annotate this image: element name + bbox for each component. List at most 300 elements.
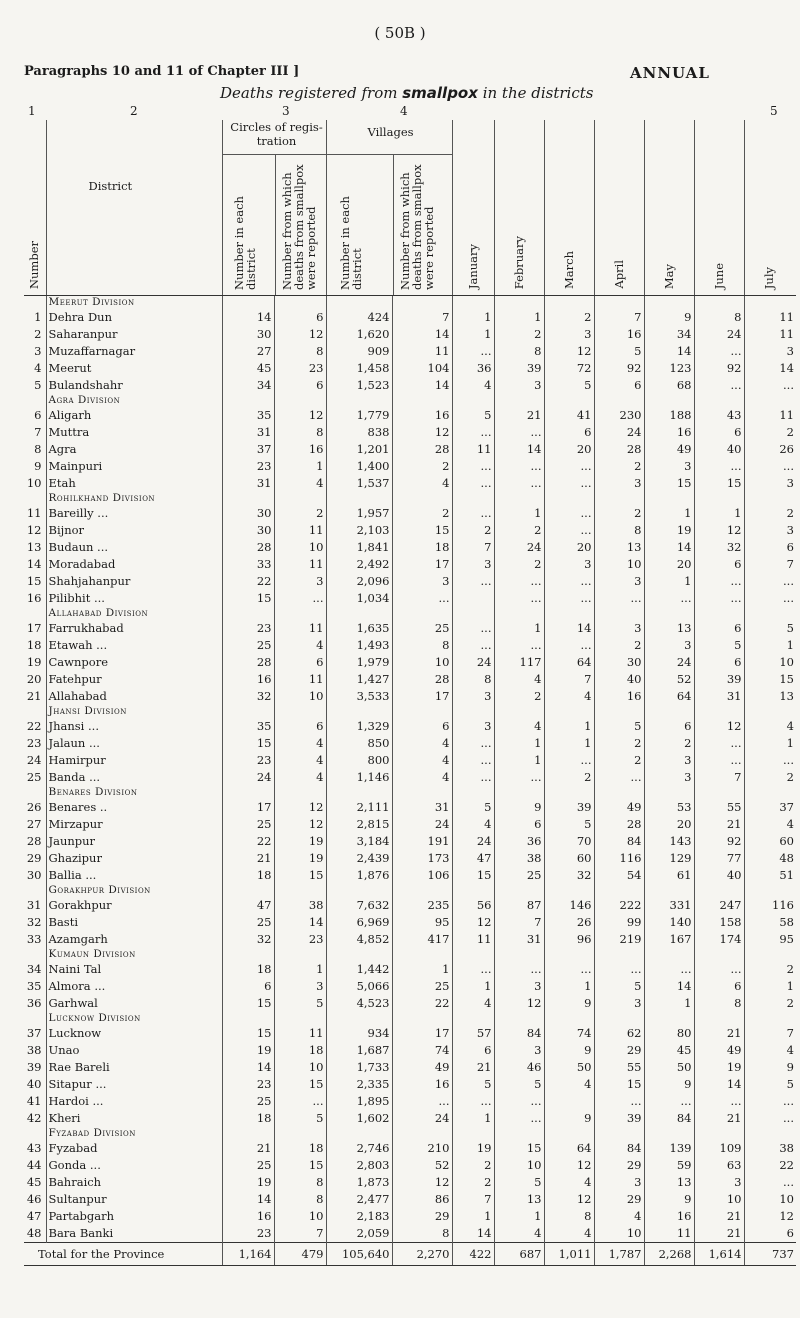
month-value: 16 [594, 326, 644, 343]
row-number: 31 [26, 898, 42, 912]
total-row [24, 1243, 796, 1266]
month-value: 6 [744, 1225, 796, 1243]
circles-in-district: 34 [222, 377, 274, 394]
empty-cell [494, 1012, 544, 1025]
month-value: 2 [494, 688, 544, 705]
header-february: February [511, 235, 526, 289]
empty-cell [452, 948, 494, 961]
division-title: Meerut Division [46, 296, 222, 310]
empty-cell [744, 394, 796, 407]
month-value: 2 [544, 309, 594, 326]
row-number: 29 [26, 851, 42, 865]
month-value: ... [744, 590, 796, 607]
month-value: 87 [494, 897, 544, 914]
division-title: Allahabad Division [46, 607, 222, 620]
month-value: 6 [594, 377, 644, 394]
row-number: 24 [26, 753, 42, 767]
empty-cell [274, 705, 326, 718]
villages-in-district: 800 [326, 752, 392, 769]
month-value: ... [544, 637, 594, 654]
district-name: Jalaun ... [46, 735, 222, 752]
villages-in-district: 1,458 [326, 360, 392, 377]
villages-reported: 24 [392, 816, 452, 833]
month-value: 6 [494, 816, 544, 833]
table-row [24, 654, 796, 671]
villages-in-district: 1,873 [326, 1174, 392, 1191]
table-row [24, 556, 796, 573]
division-title: Agra Division [46, 394, 222, 407]
empty-cell [392, 884, 452, 897]
month-value: 64 [644, 688, 694, 705]
table-row [24, 590, 796, 607]
header-january: January [465, 243, 480, 289]
circles-reported: 11 [274, 556, 326, 573]
month-value: 14 [694, 1076, 744, 1093]
spacer-cell [24, 786, 46, 799]
month-value: 4 [494, 671, 544, 688]
circles-in-district: 14 [222, 1059, 274, 1076]
circles-in-district: 35 [222, 407, 274, 424]
row-number: 8 [34, 442, 42, 456]
circles-reported: 23 [274, 360, 326, 377]
month-value: 219 [594, 931, 644, 948]
month-value: ... [544, 475, 594, 492]
month-value: 56 [452, 897, 494, 914]
circles-reported: 11 [274, 671, 326, 688]
villages-reported: ... [392, 590, 452, 607]
header-villages-reported: Number from which deaths from smallpox were reported [397, 164, 436, 290]
month-value: 3 [644, 458, 694, 475]
row-number: 6 [34, 408, 42, 422]
district-name: Lucknow [46, 1025, 222, 1042]
empty-cell [222, 705, 274, 718]
villages-reported: 173 [392, 850, 452, 867]
month-value: 116 [744, 897, 796, 914]
month-value: 2 [452, 1157, 494, 1174]
month-value: 11 [744, 326, 796, 343]
table-row [24, 735, 796, 752]
row-number: 39 [26, 1060, 42, 1074]
district-name: Agra [46, 441, 222, 458]
empty-cell [744, 607, 796, 620]
villages-in-district: 1,329 [326, 718, 392, 735]
empty-cell [694, 394, 744, 407]
circles-reported: 11 [274, 522, 326, 539]
month-value: 14 [744, 360, 796, 377]
month-value: 3 [694, 1174, 744, 1191]
villages-reported: 235 [392, 897, 452, 914]
circles-in-district: 22 [222, 573, 274, 590]
month-value: 7 [544, 671, 594, 688]
district-name: Bara Banki [46, 1225, 222, 1243]
total-circles: 1,164 [222, 1243, 274, 1266]
district-name: Bareilly ... [46, 505, 222, 522]
month-value: 7 [744, 1025, 796, 1042]
month-value: 4 [744, 718, 796, 735]
month-value: 12 [744, 1208, 796, 1225]
empty-cell [326, 1012, 392, 1025]
villages-in-district: 2,096 [326, 573, 392, 590]
table-row [24, 441, 796, 458]
month-value: 74 [544, 1025, 594, 1042]
table-row [24, 718, 796, 735]
villages-in-district: 1,841 [326, 539, 392, 556]
villages-reported: 8 [392, 637, 452, 654]
circles-in-district: 23 [222, 620, 274, 637]
empty-cell [694, 607, 744, 620]
district-name: Meerut [46, 360, 222, 377]
district-name: Jhansi ... [46, 718, 222, 735]
month-value: 36 [494, 833, 544, 850]
division-header [24, 492, 796, 505]
district-name: Rae Bareli [46, 1059, 222, 1076]
table-row [24, 978, 796, 995]
month-value: 2 [644, 735, 694, 752]
month-value: 1 [644, 995, 694, 1012]
month-value: 40 [594, 671, 644, 688]
month-value: ... [452, 475, 494, 492]
row-number: 1 [34, 310, 42, 324]
month-value: 139 [644, 1140, 694, 1157]
title-disease: smallpox [402, 84, 478, 102]
month-value: 36 [452, 360, 494, 377]
column-number-5: 5 [770, 104, 778, 118]
villages-in-district: 1,146 [326, 769, 392, 786]
month-value: 3 [494, 1042, 544, 1059]
month-value: 3 [594, 995, 644, 1012]
month-value: 47 [452, 850, 494, 867]
circles-reported: ... [274, 1093, 326, 1110]
villages-in-district: 1,979 [326, 654, 392, 671]
empty-cell [694, 1012, 744, 1025]
month-value: ... [694, 1093, 744, 1110]
circles-in-district: 23 [222, 752, 274, 769]
villages-reported: 10 [392, 654, 452, 671]
table-row [24, 1174, 796, 1191]
month-value: 2 [744, 961, 796, 978]
month-value: 12 [694, 522, 744, 539]
month-value: 20 [644, 816, 694, 833]
month-value: 26 [744, 441, 796, 458]
table-row [24, 752, 796, 769]
empty-cell [494, 296, 544, 310]
month-value: 4 [594, 1208, 644, 1225]
month-value: 5 [544, 377, 594, 394]
empty-cell [544, 1012, 594, 1025]
month-value: 8 [594, 522, 644, 539]
month-value: 43 [694, 407, 744, 424]
month-value: 11 [452, 441, 494, 458]
circles-reported: 6 [274, 654, 326, 671]
month-value: 2 [494, 326, 544, 343]
empty-cell [494, 492, 544, 505]
villages-in-district: 934 [326, 1025, 392, 1042]
table-row [24, 458, 796, 475]
table-row [24, 769, 796, 786]
month-value: 39 [544, 799, 594, 816]
month-value: 1 [644, 573, 694, 590]
month-value: 22 [744, 1157, 796, 1174]
empty-cell [392, 1012, 452, 1025]
month-value: 15 [494, 1140, 544, 1157]
circles-in-district: 6 [222, 978, 274, 995]
empty-cell [326, 607, 392, 620]
empty-cell [744, 948, 796, 961]
header-circles-reported: Number from which deaths from smallpox were reported [279, 164, 318, 290]
month-value: 70 [544, 833, 594, 850]
villages-reported: ... [392, 1093, 452, 1110]
district-name: Saharanpur [46, 326, 222, 343]
division-title: Kumaun Division [46, 948, 222, 961]
row-number: 19 [26, 655, 42, 669]
empty-cell [392, 948, 452, 961]
month-value: 2 [744, 769, 796, 786]
empty-cell [544, 786, 594, 799]
column-number-1: 1 [28, 104, 36, 118]
district-name: Allahabad [46, 688, 222, 705]
month-value: 1 [494, 505, 544, 522]
villages-reported: 49 [392, 1059, 452, 1076]
month-value: 21 [694, 1025, 744, 1042]
month-value: ... [694, 590, 744, 607]
month-value: 2 [544, 769, 594, 786]
empty-cell [222, 296, 274, 310]
circles-in-district: 23 [222, 1225, 274, 1243]
row-number: 43 [26, 1141, 42, 1155]
empty-cell [274, 1012, 326, 1025]
month-value: ... [452, 637, 494, 654]
month-value: 3 [644, 752, 694, 769]
month-value: ... [694, 573, 744, 590]
circles-in-district: 37 [222, 441, 274, 458]
empty-cell [222, 1012, 274, 1025]
month-value: 129 [644, 850, 694, 867]
district-name: Basti [46, 914, 222, 931]
month-value: 146 [544, 897, 594, 914]
table-row [24, 1025, 796, 1042]
table-row [24, 377, 796, 394]
month-value: 4 [452, 377, 494, 394]
district-name: Ballia ... [46, 867, 222, 884]
row-number: 42 [26, 1111, 42, 1125]
month-value: 1 [544, 978, 594, 995]
district-name: Etah [46, 475, 222, 492]
month-value: 1 [644, 505, 694, 522]
month-value: 3 [494, 978, 544, 995]
villages-in-district: 1,442 [326, 961, 392, 978]
district-name: Muzaffarnagar [46, 343, 222, 360]
circles-reported: 12 [274, 799, 326, 816]
month-value: 5 [744, 620, 796, 637]
month-value: 15 [644, 475, 694, 492]
district-name: Cawnpore [46, 654, 222, 671]
row-number: 34 [26, 962, 42, 976]
villages-in-district: 4,523 [326, 995, 392, 1012]
table-row [24, 1191, 796, 1208]
month-value: 21 [494, 407, 544, 424]
month-value: 1 [452, 1110, 494, 1127]
spacer-cell [24, 1012, 46, 1025]
empty-cell [494, 1127, 544, 1140]
header-number: Number [27, 240, 41, 289]
district-name: Bahraich [46, 1174, 222, 1191]
month-value: 5 [594, 718, 644, 735]
villages-reported: 31 [392, 799, 452, 816]
month-value: 10 [744, 654, 796, 671]
division-header [24, 786, 796, 799]
month-value: 9 [744, 1059, 796, 1076]
month-value: 24 [594, 424, 644, 441]
month-value: 3 [452, 688, 494, 705]
villages-reported: 12 [392, 424, 452, 441]
row-number: 35 [26, 979, 42, 993]
villages-in-district: 3,184 [326, 833, 392, 850]
empty-cell [326, 394, 392, 407]
month-value: 6 [744, 539, 796, 556]
month-value: ... [494, 769, 544, 786]
month-value: 24 [644, 654, 694, 671]
month-value: 5 [594, 343, 644, 360]
month-value: ... [494, 458, 544, 475]
total-month-value: 1,787 [594, 1243, 644, 1266]
empty-cell [452, 296, 494, 310]
circles-in-district: 17 [222, 799, 274, 816]
circles-reported: 12 [274, 816, 326, 833]
villages-reported: 1 [392, 961, 452, 978]
month-value: 3 [544, 556, 594, 573]
row-number: 36 [26, 996, 42, 1010]
empty-cell [644, 884, 694, 897]
month-value: 123 [644, 360, 694, 377]
month-value: 2 [594, 735, 644, 752]
villages-reported: 16 [392, 407, 452, 424]
month-value: 3 [594, 475, 644, 492]
circles-reported: 6 [274, 309, 326, 326]
month-value: 247 [694, 897, 744, 914]
month-value: 5 [544, 816, 594, 833]
circles-in-district: 23 [222, 458, 274, 475]
villages-in-district: 1,537 [326, 475, 392, 492]
table-row [24, 1076, 796, 1093]
month-value: 3 [594, 620, 644, 637]
header-march: March [561, 251, 576, 289]
district-name: Banda ... [46, 769, 222, 786]
row-number: 27 [26, 817, 42, 831]
empty-cell [694, 1127, 744, 1140]
month-value: 15 [452, 867, 494, 884]
empty-cell [274, 296, 326, 310]
month-value: ... [594, 961, 644, 978]
villages-reported: 24 [392, 1110, 452, 1127]
district-name: Jaunpur [46, 833, 222, 850]
row-number: 20 [26, 672, 42, 686]
villages-in-district: 1,427 [326, 671, 392, 688]
empty-cell [392, 1127, 452, 1140]
row-number: 30 [26, 868, 42, 882]
month-value: 8 [544, 1208, 594, 1225]
month-value: 54 [594, 867, 644, 884]
total-month-value: 737 [744, 1243, 796, 1266]
circles-in-district: 35 [222, 718, 274, 735]
month-value: 230 [594, 407, 644, 424]
spacer-cell [24, 296, 46, 310]
division-header [24, 948, 796, 961]
empty-cell [452, 607, 494, 620]
circles-reported: 10 [274, 1208, 326, 1225]
month-value: ... [694, 458, 744, 475]
month-value: 13 [594, 539, 644, 556]
month-value: 21 [694, 1225, 744, 1243]
empty-cell [452, 1127, 494, 1140]
month-value: 6 [694, 978, 744, 995]
month-value: ... [494, 590, 544, 607]
empty-cell [594, 607, 644, 620]
month-value: ... [744, 573, 796, 590]
district-name: Kheri [46, 1110, 222, 1127]
month-value: ... [494, 424, 544, 441]
month-value: 20 [544, 539, 594, 556]
villages-in-district: 1,201 [326, 441, 392, 458]
villages-in-district: 1,523 [326, 377, 392, 394]
month-value: 1 [452, 978, 494, 995]
month-value: 28 [594, 816, 644, 833]
month-value: 77 [694, 850, 744, 867]
column-number-3: 3 [282, 104, 290, 118]
title-prefix: Deaths registered from [220, 84, 398, 102]
column-numbers [0, 104, 800, 120]
month-value: 12 [544, 1191, 594, 1208]
month-value: ... [452, 573, 494, 590]
empty-cell [222, 607, 274, 620]
table-row [24, 424, 796, 441]
row-number: 14 [26, 557, 42, 571]
villages-in-district: 850 [326, 735, 392, 752]
month-value: 19 [452, 1140, 494, 1157]
empty-cell [594, 884, 644, 897]
month-value: 40 [694, 441, 744, 458]
month-value: 41 [544, 407, 594, 424]
month-value: 29 [594, 1042, 644, 1059]
empty-cell [544, 1127, 594, 1140]
month-value: ... [452, 1093, 494, 1110]
month-value: 13 [644, 620, 694, 637]
month-value: 24 [452, 833, 494, 850]
empty-cell [594, 394, 644, 407]
month-value: 14 [644, 978, 694, 995]
month-value: 3 [744, 343, 796, 360]
circles-reported: 14 [274, 914, 326, 931]
month-value: 1 [494, 309, 544, 326]
empty-cell [544, 948, 594, 961]
row-number: 12 [26, 523, 42, 537]
table-row [24, 897, 796, 914]
table-row [24, 343, 796, 360]
row-number: 22 [26, 719, 42, 733]
villages-reported: 52 [392, 1157, 452, 1174]
table-row [24, 850, 796, 867]
circles-in-district: 15 [222, 995, 274, 1012]
spacer-cell [24, 884, 46, 897]
month-value: 92 [694, 833, 744, 850]
circles-reported: 38 [274, 897, 326, 914]
table-row [24, 522, 796, 539]
month-value: 1 [494, 735, 544, 752]
villages-reported: 29 [392, 1208, 452, 1225]
villages-reported: 4 [392, 769, 452, 786]
month-value: 6 [694, 556, 744, 573]
empty-cell [494, 786, 544, 799]
district-name: Azamgarh [46, 931, 222, 948]
